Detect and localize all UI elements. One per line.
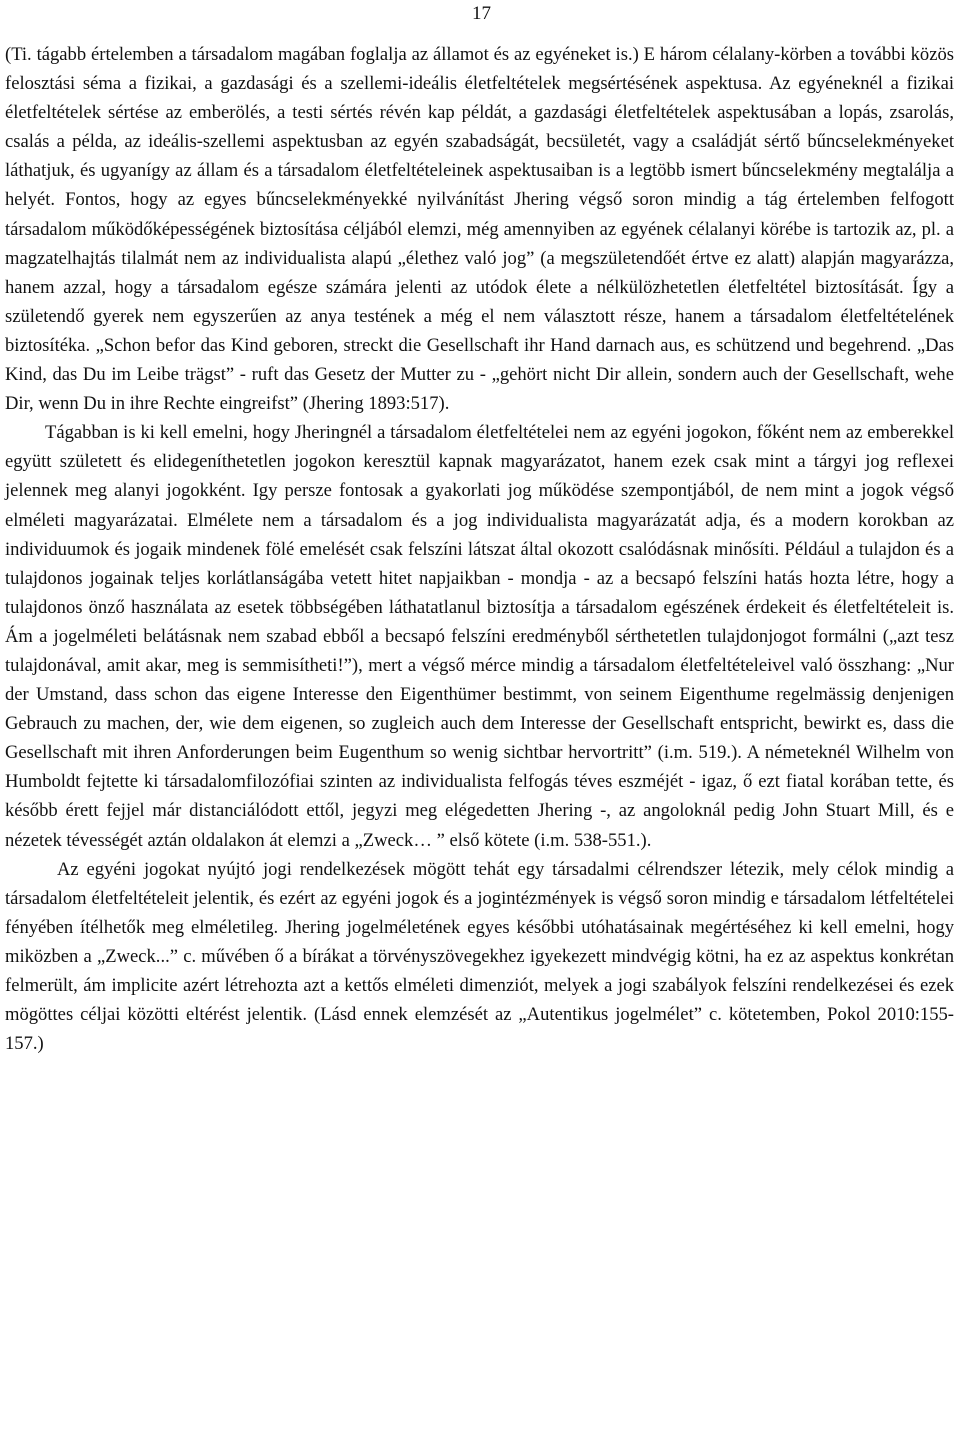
paragraph-1: (Ti. tágabb értelemben a társadalom magában foglalja az államot és az egyéneket is.) E három célalany-körben a további közös felosztási séma a fizikai, a gazdasági és a szellemi-ideális életfeltételek megsértésének aspektusa. Az egyéneknél a fizikai életfeltételek sértése az emberölés, a testi sértés révén kap példát, a gazdasági életfeltételek aspektusában a lopás, zsarolás, csalás a példa, az ideális-szellemi aspektusban az egyén szabadságát, becsületét, vagy a családját sértő bűncselekményeket láthatjuk, és ugyanígy az állam és a társadalom életfeltételeinek aspektusaiban is a legtöbb ismert bűncselekmény megtalálja a helyét. Fontos, hogy az egyes bűncselekményekké nyilvánítást Jhering végső soron mindig a tág értelemben felfogott társadalom működőképességének biztosítása céljából elemzi, még amennyiben az egyének célalanyi körébe is tartozik az, pl. a magzatelhajtás tilalmát nem az individualista alapú „élethez való jog” (a megszületendőét értve ez alatt) alapján magyarázza, hanem azzal, hogy a társadalom egésze számára jelenti az utódok élete a nélkülözhetetlen életfeltétel biztosítását. Így a születendő gyerek nem egyszerűen az anya testének a még el nem választott része, hanem a társadalom életfeltételének biztosítéka. „Schon befor das Kind geboren, streckt die Gesellschaft ihr Hand darnach aus, es schützend und begehrend. „Das Kind, das Du im Leibe trägst” - ruft das Gesetz der Mutter zu - „gehört nicht Dir allein, sondern auch der Gesellschaft, wehe Dir, wenn Du in ihre Rechte eingreifst” (Jhering 1893:517). [5,44,954,415]
paragraph-3: Az egyéni jogokat nyújtó jogi rendelkezések mögött tehát egy társadalmi célrendszer létezik, mely célok mindig a társadalom életfeltételeit jelentik, és ezért az egyéni jogok és a jogintézmények is végső soron mindig e társadalom létfeltételei fényében ítélhetők meg elméletileg. Jhering jogelméletének egyes későbbi utóhatásainak megértéséhez ki kell emelni, hogy miközben a „Zweck...” c. művében ő a bírákat a törvényszövegekhez igyekezett mindvégig kötni, ha ez az aspektus konkrétan felmerült, ám implicite azért létrehozta azt a kettős elméleti dimenziót, melyek a jogi szabályok felszíni rendelkezései és ezek mögöttes céljai közötti eltérést jelentik. (Lásd ennek elemzését az „Autentikus jogelmélet” c. kötetemben, Pokol 2010:155-157.) [5,858,954,1055]
page-number: 17 [472,3,491,24]
body-text [5,40,954,1058]
paragraph-2: Tágabban is ki kell emelni, hogy Jheringnél a társadalom életfeltételei nem az egyéni jogokon, főként nem az emberekkel együtt született és elidegeníthetetlen jogokon keresztül kapnak magyarázatot, hanem ezek csak mint a tárgyi jog reflexei jelennek meg alanyi jogokként. Igy persze fontosak a gyakorlati jog működése szempontjából, de nem mint a jogok végső elméleti magyarázatai. Elmélete nem a társadalom és a jog individualista magyarázatát adja, és a modern korokban az individuumok és jogaik mindenek fölé emelését csak felszíni látszat által okozott csalódásnak minősíti. Például a tulajdon és a tulajdonos jogainak teljes korlátlanságába vetett hitet napjaikban - mondja - az a becsapó felszíni hatás hozta létre, hogy a tulajdonos önző használata az esetek többségében láthatatlanul biztosítja a társadalom egészének érdekeit és életfeltételeit is. Ám a jogelméleti belátásnak nem szabad ebből a becsapó felszíni eredményből sérthetetlen tulajdonjogot formálni („azt tesz tulajdonával, amit akar, meg is semmisítheti!”), mert a végső mérce mindig a társadalom életfeltételeivel való összhang: „Nur der Umstand, dass schon das eigene Interesse den Eigenthümer bestimmt, von seinem Eigenthume regelmässig denjenigen Gebrauch zu machen, der, wie dem eigenen, so zugleich auch dem Interesse der Gesellschaft entspricht, bewirkt es, dass die Gesellschaft mit ihren Anforderungen beim Eugenthum so wenig sichtbar hervortritt” (i.m. 519.). A németeknél Wilhelm von Humboldt fejtette ki társadalomfilozófiai szinten az individualista felfogás téves eszméjét - igaz, ő ezt fiatal korában tette, és később érett fejjel már distanciálódott ettől, jegyzi meg elégedetten Jhering -, az angoloknál pedig John Stuart Mill, és e nézetek tévességét aztán oldalakon át elemzi a „Zweck… ” első kötete (i.m. 538-551.). [5,422,954,851]
